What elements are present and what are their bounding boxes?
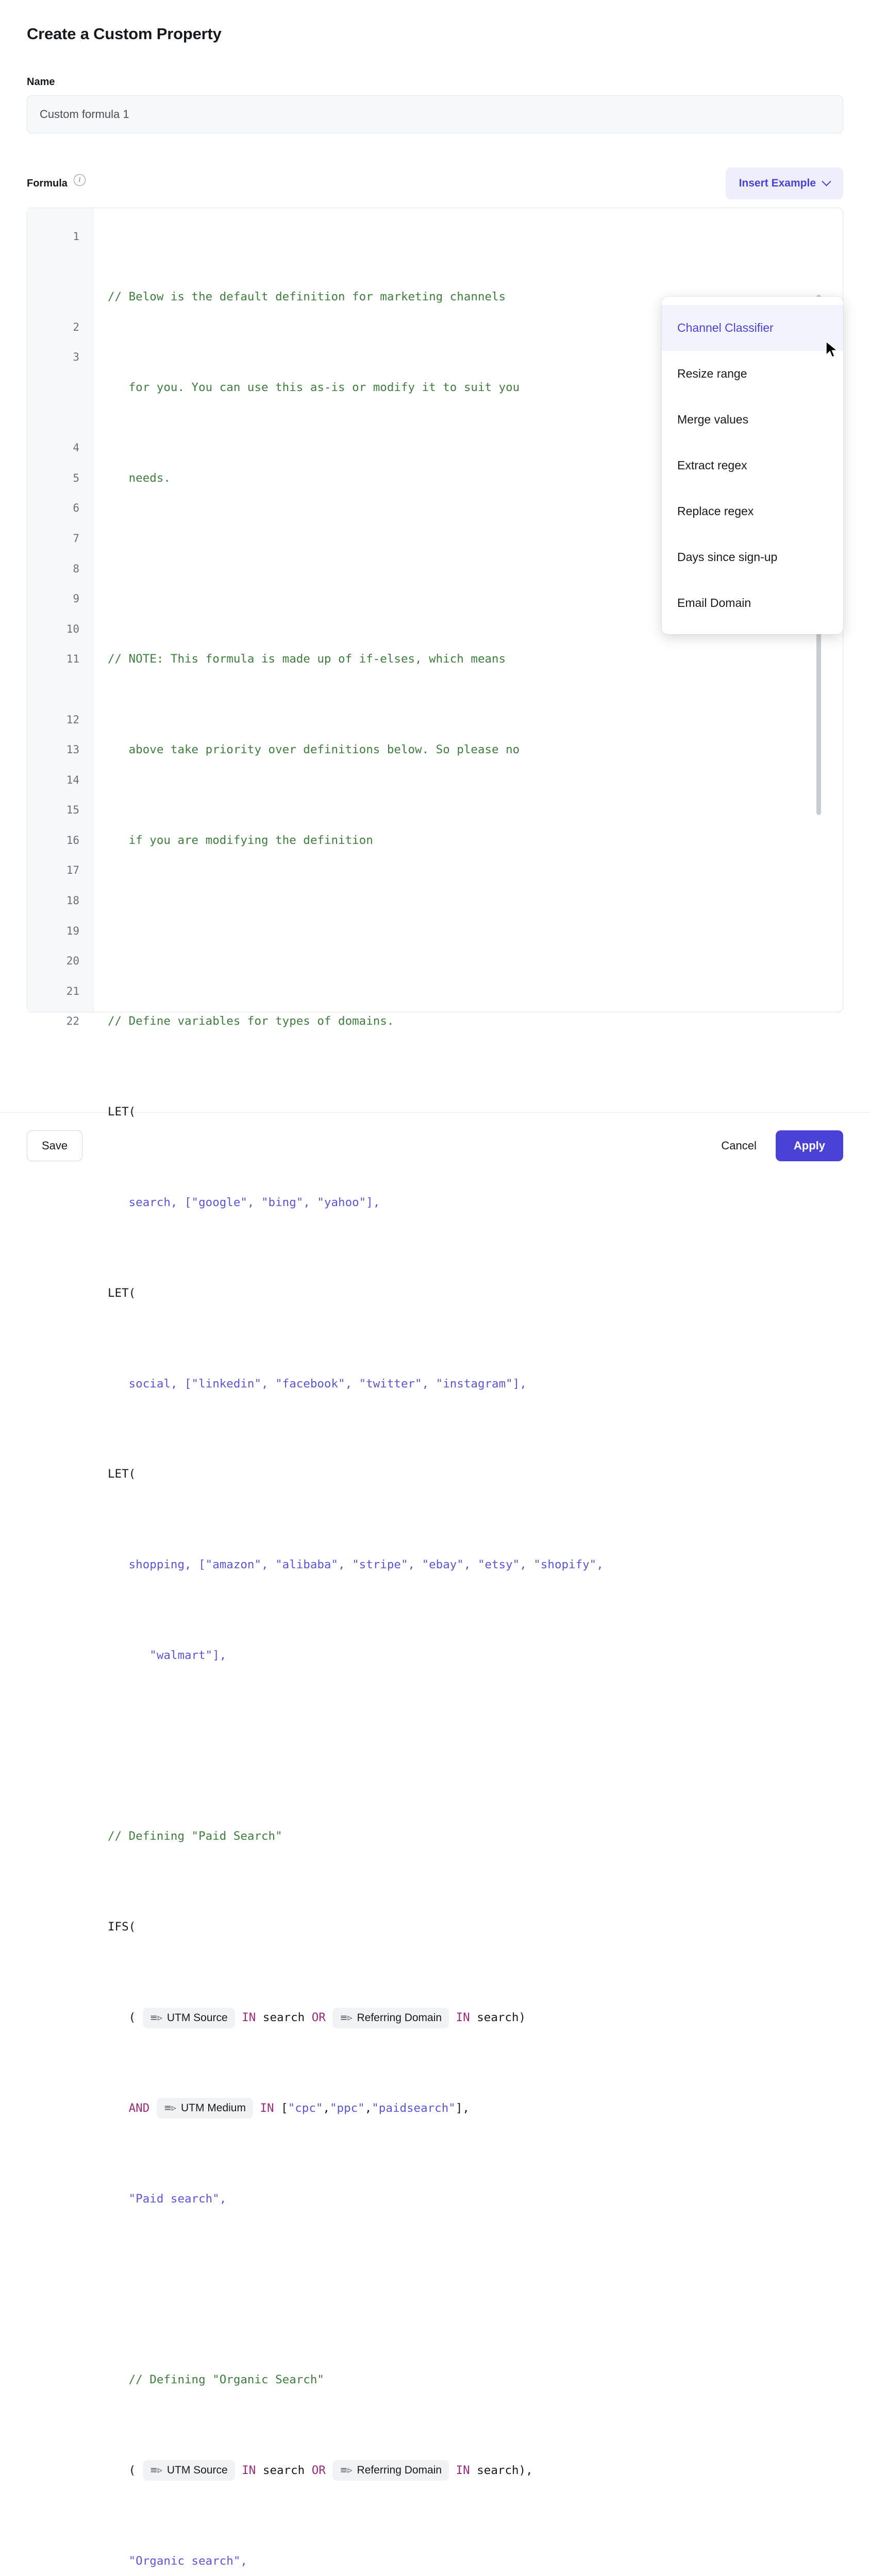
code-line [108, 2274, 832, 2304]
info-icon[interactable]: i [74, 174, 86, 186]
code-line [108, 916, 832, 946]
line-number [27, 403, 93, 433]
line-number: 22 [66, 1015, 79, 1028]
token-label: Referring Domain [357, 2464, 442, 2477]
formula-label: Formula [27, 177, 68, 189]
name-input[interactable] [27, 95, 843, 133]
line-number: 19 [66, 924, 79, 937]
code-line: search, ["google", "bing", "yahoo"], [108, 1196, 380, 1209]
insert-example-dropdown [662, 297, 843, 634]
token-label: UTM Medium [180, 2102, 246, 2114]
dropdown-item-email-domain[interactable]: Email Domain [677, 596, 751, 609]
line-number: 6 [73, 502, 79, 515]
page-title: Create a Custom Property [27, 25, 222, 43]
formula-header-row [27, 167, 843, 199]
code-line: IFS( [108, 1920, 136, 1934]
code-line: LET( [108, 1286, 136, 1300]
dropdown-item-merge-values[interactable]: Merge values [677, 413, 749, 426]
code-line: social, ["linkedin", "facebook", "twitter", "instagram"], [108, 1377, 527, 1391]
filter-icon: ≡▹ [340, 2012, 353, 2023]
line-number: 15 [66, 804, 79, 817]
line-number: 7 [73, 532, 79, 545]
code-line: above take priority over definitions below. So please no [108, 743, 520, 757]
line-number: 3 [73, 351, 79, 364]
line-number [27, 674, 93, 705]
line-number: 9 [73, 592, 79, 605]
insert-example-label: Insert Example [739, 177, 816, 189]
line-number [27, 372, 93, 403]
code-line: // NOTE: This formula is made up of if-elses, which means [108, 652, 506, 666]
token-referring-domain[interactable] [332, 2460, 449, 2481]
filter-icon: ≡▹ [340, 2465, 353, 2476]
code-line: LET( [108, 1105, 136, 1119]
code-line: // Below is the default definition for marketing channels [108, 290, 506, 304]
cancel-button[interactable]: Cancel [709, 1130, 768, 1161]
code-line: // Defining "Organic Search" [108, 2373, 324, 2387]
line-number: 1 [73, 230, 79, 243]
editor-line-numbers [27, 208, 93, 1028]
line-number: 16 [66, 834, 79, 846]
filter-icon: ≡▹ [149, 2465, 162, 2476]
code-line [108, 1731, 832, 1761]
line-number: 4 [73, 442, 79, 454]
name-label: Name [27, 76, 55, 88]
code-line: needs. [108, 471, 171, 485]
line-number: 20 [66, 955, 79, 968]
code-line: "walmart"], [108, 1648, 227, 1662]
line-number: 13 [66, 743, 79, 756]
mouse-cursor-icon [825, 341, 839, 359]
code-line: shopping, ["amazon", "alibaba", "stripe", "ebay", "etsy", "shopify", [108, 1558, 604, 1572]
code-line-token-row: AND ≡▹ UTM Medium IN ["cpc","ppc","paidsearch"], [108, 2093, 832, 2124]
code-line: // Defining "Paid Search" [108, 1829, 282, 1843]
code-line: "Paid search", [108, 2192, 227, 2206]
token-referring-domain[interactable] [332, 2008, 449, 2028]
token-label: Referring Domain [357, 2011, 442, 2024]
filter-icon: ≡▹ [163, 2103, 176, 2114]
line-number: 5 [73, 471, 79, 484]
dropdown-item-extract-regex[interactable]: Extract regex [677, 459, 747, 472]
chevron-down-icon [822, 177, 831, 186]
token-label: UTM Source [166, 2464, 228, 2477]
filter-icon: ≡▹ [149, 2012, 162, 2023]
dropdown-item-replace-regex[interactable]: Replace regex [677, 504, 754, 518]
code-line: LET( [108, 1467, 136, 1481]
token-utm-medium[interactable] [157, 2098, 253, 2119]
token-utm-source[interactable] [143, 2460, 235, 2481]
token-utm-source[interactable] [143, 2008, 235, 2028]
line-number: 17 [66, 864, 79, 877]
code-line: // Define variables for types of domains. [108, 1014, 394, 1028]
apply-button[interactable]: Apply [776, 1130, 843, 1161]
dropdown-item-resize-range[interactable]: Resize range [677, 367, 747, 380]
modal-header [0, 0, 870, 43]
line-number [27, 282, 93, 312]
dropdown-item-channel-classifier[interactable]: Channel Classifier [662, 305, 843, 351]
line-number: 18 [66, 894, 79, 907]
code-line-token-row: ( ≡▹ UTM Source IN search OR ≡▹ Referring Domain IN search) [108, 2003, 832, 2033]
line-number: 11 [66, 653, 79, 666]
token-label: UTM Source [166, 2011, 228, 2024]
line-number [27, 252, 93, 282]
dropdown-item-days-since-sign-up[interactable]: Days since sign-up [677, 550, 778, 564]
line-number: 8 [73, 562, 79, 575]
line-number: 10 [66, 622, 79, 635]
line-number: 12 [66, 713, 79, 726]
save-button[interactable]: Save [27, 1130, 82, 1161]
code-line: if you are modifying the definition [108, 833, 373, 847]
code-line: for you. You can use this as-is or modify it to suit you [108, 380, 520, 394]
line-number: 2 [73, 320, 79, 333]
line-number: 21 [66, 985, 79, 997]
code-line: "Organic search", [108, 2554, 247, 2568]
insert-example-button[interactable] [726, 167, 843, 199]
code-line-token-row: ( ≡▹ UTM Source IN search OR ≡▹ Referring Domain IN search), [108, 2455, 832, 2486]
line-number: 14 [66, 773, 79, 786]
